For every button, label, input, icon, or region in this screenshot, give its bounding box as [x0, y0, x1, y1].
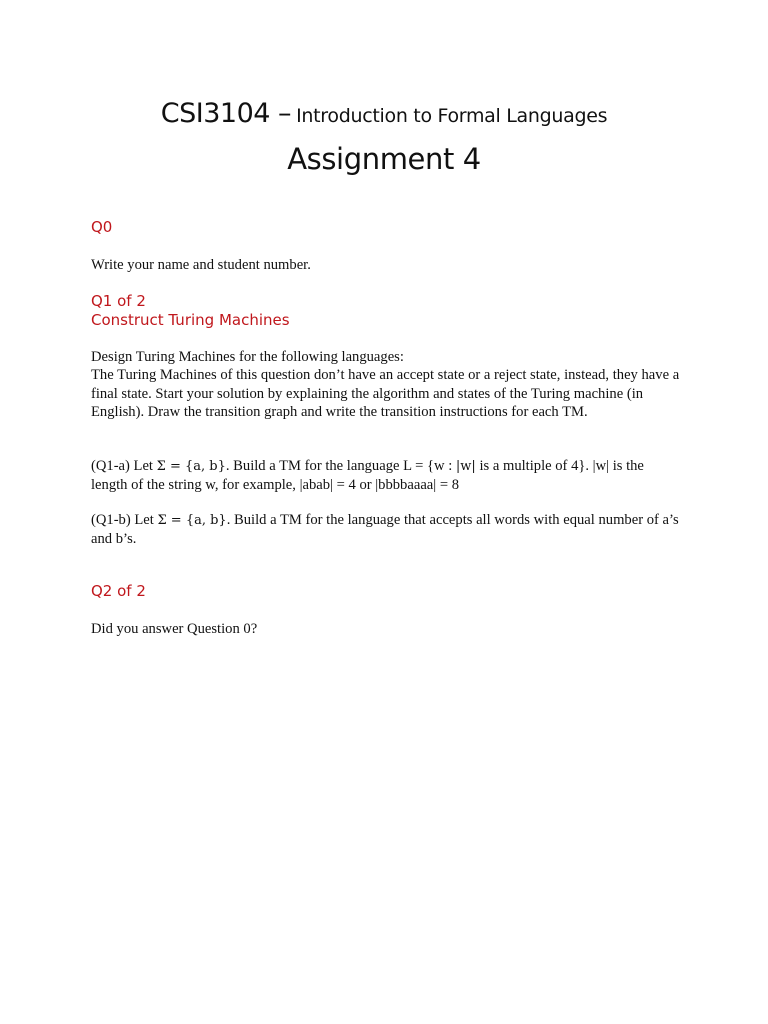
q1b-alphabet: Σ = {a, b} [157, 513, 227, 528]
q1b-paragraph [91, 511, 681, 549]
q2-heading: Q2 of 2 [91, 582, 146, 600]
q1a-text1: . Build a TM for the language L = {w : [225, 458, 456, 474]
course-name: Introduction to Formal Languages [296, 105, 608, 127]
q1-heading: Q1 of 2 [91, 292, 146, 310]
course-title [0, 98, 768, 129]
q1-intro-line1: Design Turing Machines for the following languages: [91, 349, 404, 365]
q1b-prefix: (Q1-b) Let [91, 512, 158, 528]
assignment-title: Assignment 4 [287, 142, 481, 176]
q2-body: Did you answer Question 0? [91, 621, 258, 637]
course-code: CSI3104 – [160, 98, 292, 129]
q1b-text: . Build a TM for the language that accepts all words with equal number of a’s and b’s. [91, 512, 679, 548]
q1a-prefix: (Q1-a) Let [91, 458, 157, 474]
q1-subheading: Construct Turing Machines [91, 311, 290, 329]
q1-intro-line2: The Turing Machines of this question don’t have an accept state or a reject state, instead, they have a final state. Start your solution by explaining the algorithm and states of the Turing machine (in English). Draw the transition graph and write the transition instructions for each TM. [91, 367, 680, 420]
q1a-alphabet: Σ = {a, b} [156, 459, 226, 474]
q1a-paragraph [91, 457, 681, 495]
q0-heading: Q0 [91, 218, 113, 236]
q0-body: Write your name and student number. [91, 257, 311, 273]
q1a-norm-w: |w| [455, 459, 476, 474]
q1a-text2: is a multiple of 4}. |w| is the length of the string w, for example, |abab| = 4 or |bbbbaaaa| = 8 [91, 458, 644, 494]
q1-intro [91, 348, 681, 421]
